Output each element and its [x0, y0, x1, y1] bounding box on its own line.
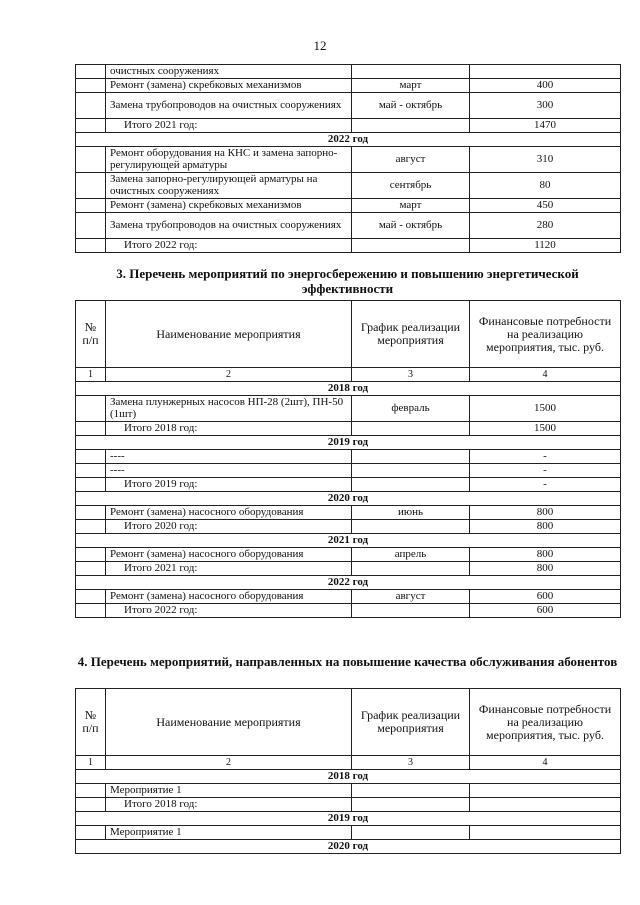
cell-number	[76, 213, 106, 239]
total-label: Итого 2019 год:	[106, 478, 352, 492]
cell-number	[76, 548, 106, 562]
cell-schedule: июнь	[352, 506, 470, 520]
header-name: Наименование мероприятия	[106, 689, 352, 756]
table-row	[76, 548, 621, 562]
section4-title: 4. Перечень мероприятий, направленных на повышение качества обслуживания абонентов	[77, 654, 618, 669]
cell-number	[76, 590, 106, 604]
cell-cost	[470, 784, 621, 798]
cell-name: Ремонт (замена) скребковых механизмов	[106, 79, 352, 93]
table-row	[76, 147, 621, 173]
table-row	[76, 199, 621, 213]
column-number: 1	[76, 756, 106, 770]
total-row	[76, 604, 621, 618]
cell-schedule	[352, 604, 470, 618]
cell-schedule: май - октябрь	[352, 93, 470, 119]
column-number: 1	[76, 368, 106, 382]
table-section3	[75, 300, 621, 618]
header-cost: Финансовые потребности на реализацию мероприятия, тыс. руб.	[470, 301, 621, 368]
cell-cost: 300	[470, 93, 621, 119]
cell-cost: -	[470, 450, 621, 464]
cell-schedule	[352, 119, 470, 133]
cell-cost	[470, 826, 621, 840]
cell-number	[76, 239, 106, 253]
total-row	[76, 798, 621, 812]
cell-cost: 400	[470, 79, 621, 93]
table-row	[76, 464, 621, 478]
total-label: Итого 2018 год:	[106, 798, 352, 812]
cell-name: ----	[106, 464, 352, 478]
column-number: 2	[106, 368, 352, 382]
cell-schedule	[352, 450, 470, 464]
cell-schedule	[352, 422, 470, 436]
cell-cost: 800	[470, 562, 621, 576]
cell-number	[76, 478, 106, 492]
total-label: Итого 2021 год:	[106, 119, 352, 133]
cell-cost: 800	[470, 520, 621, 534]
cell-cost: 1500	[470, 422, 621, 436]
cell-schedule: май - октябрь	[352, 213, 470, 239]
total-label: Итого 2021 год:	[106, 562, 352, 576]
page-number: 12	[313, 38, 327, 53]
cell-number	[76, 562, 106, 576]
cell-schedule	[352, 520, 470, 534]
year-label: 2018 год	[76, 770, 621, 784]
cell-cost: 1470	[470, 119, 621, 133]
cell-cost: 600	[470, 604, 621, 618]
cell-cost: 600	[470, 590, 621, 604]
cell-schedule	[352, 464, 470, 478]
year-row	[76, 436, 621, 450]
column-number: 3	[352, 368, 470, 382]
year-label: 2020 год	[76, 840, 621, 854]
table-row	[76, 506, 621, 520]
table-row	[76, 79, 621, 93]
table-row	[76, 826, 621, 840]
table-section4	[75, 688, 621, 854]
cell-schedule	[352, 798, 470, 812]
total-row	[76, 520, 621, 534]
cell-schedule: сентябрь	[352, 173, 470, 199]
cell-number	[76, 506, 106, 520]
cell-number	[76, 784, 106, 798]
total-row	[76, 119, 621, 133]
table-row	[76, 93, 621, 119]
cell-cost: 1500	[470, 396, 621, 422]
year-label: 2019 год	[76, 436, 621, 450]
table-row	[76, 590, 621, 604]
cell-number	[76, 464, 106, 478]
header-cost: Финансовые потребности на реализацию мероприятия, тыс. руб.	[470, 689, 621, 756]
cell-name: Ремонт (замена) скребковых механизмов	[106, 199, 352, 213]
cell-cost: -	[470, 464, 621, 478]
cell-number	[76, 199, 106, 213]
year-row	[76, 492, 621, 506]
column-number: 2	[106, 756, 352, 770]
table-row	[76, 65, 621, 79]
cell-name: Мероприятие 1	[106, 826, 352, 840]
header-name: Наименование мероприятия	[106, 301, 352, 368]
column-number-row	[76, 756, 621, 770]
year-row	[76, 576, 621, 590]
cell-schedule: март	[352, 199, 470, 213]
table-header-row	[76, 689, 621, 756]
column-number: 4	[470, 756, 621, 770]
year-row	[76, 812, 621, 826]
cell-cost: 80	[470, 173, 621, 199]
total-label: Итого 2022 год:	[106, 604, 352, 618]
cell-name: ----	[106, 450, 352, 464]
cell-name: Ремонт (замена) насосного оборудования	[106, 590, 352, 604]
cell-name: Ремонт (замена) насосного оборудования	[106, 506, 352, 520]
total-row	[76, 239, 621, 253]
cell-schedule	[352, 562, 470, 576]
year-label: 2022 год	[76, 133, 621, 147]
column-number: 4	[470, 368, 621, 382]
table-row	[76, 784, 621, 798]
cell-number	[76, 826, 106, 840]
header-number: № п/п	[76, 301, 106, 368]
section3-title: 3. Перечень мероприятий по энергосбережению и повышению энергетической эффективности	[116, 266, 579, 296]
cell-name: Ремонт оборудования на КНС и замена запорно-регулирующей арматуры	[106, 147, 352, 173]
cell-number	[76, 147, 106, 173]
year-label: 2018 год	[76, 382, 621, 396]
cell-number	[76, 79, 106, 93]
cell-cost	[470, 65, 621, 79]
header-number: № п/п	[76, 689, 106, 756]
cell-name: Замена трубопроводов на очистных сооружениях	[106, 213, 352, 239]
header-schedule: График реализации мероприятия	[352, 689, 470, 756]
year-row	[76, 133, 621, 147]
cell-number	[76, 520, 106, 534]
cell-cost: 450	[470, 199, 621, 213]
cell-name: Замена трубопроводов на очистных сооружениях	[106, 93, 352, 119]
cell-schedule	[352, 478, 470, 492]
cell-schedule	[352, 826, 470, 840]
total-label: Итого 2022 год:	[106, 239, 352, 253]
total-row	[76, 562, 621, 576]
cell-schedule	[352, 784, 470, 798]
cell-number	[76, 93, 106, 119]
cell-cost: 310	[470, 147, 621, 173]
cell-schedule: апрель	[352, 548, 470, 562]
cell-cost: 280	[470, 213, 621, 239]
year-label: 2020 год	[76, 492, 621, 506]
table-row	[76, 213, 621, 239]
cell-number	[76, 396, 106, 422]
cell-name: Ремонт (замена) насосного оборудования	[106, 548, 352, 562]
cell-number	[76, 422, 106, 436]
total-label: Итого 2018 год:	[106, 422, 352, 436]
cell-name: Замена запорно-регулирующей арматуры на очистных сооружениях	[106, 173, 352, 199]
year-label: 2021 год	[76, 534, 621, 548]
cell-name: Замена плунжерных насосов НП-28 (2шт), ПН-50 (1шт)	[106, 396, 352, 422]
cell-schedule: август	[352, 590, 470, 604]
cell-number	[76, 798, 106, 812]
year-label: 2022 год	[76, 576, 621, 590]
table-row	[76, 450, 621, 464]
column-number-row	[76, 368, 621, 382]
cell-name: Мероприятие 1	[106, 784, 352, 798]
table-top	[75, 64, 621, 253]
cell-number	[76, 450, 106, 464]
cell-schedule	[352, 239, 470, 253]
table-row	[76, 173, 621, 199]
cell-schedule	[352, 65, 470, 79]
cell-schedule: август	[352, 147, 470, 173]
cell-number	[76, 65, 106, 79]
cell-schedule: февраль	[352, 396, 470, 422]
cell-number	[76, 119, 106, 133]
cell-schedule: март	[352, 79, 470, 93]
column-number: 3	[352, 756, 470, 770]
cell-cost: 800	[470, 548, 621, 562]
cell-cost: 800	[470, 506, 621, 520]
cell-cost: 1120	[470, 239, 621, 253]
table-header-row	[76, 301, 621, 368]
table-row	[76, 396, 621, 422]
year-label: 2019 год	[76, 812, 621, 826]
header-schedule: График реализации мероприятия	[352, 301, 470, 368]
total-label: Итого 2020 год:	[106, 520, 352, 534]
year-row	[76, 534, 621, 548]
cell-name: очистных сооружениях	[106, 65, 352, 79]
year-row	[76, 840, 621, 854]
cell-cost	[470, 798, 621, 812]
total-row	[76, 478, 621, 492]
total-row	[76, 422, 621, 436]
year-row	[76, 770, 621, 784]
year-row	[76, 382, 621, 396]
cell-number	[76, 604, 106, 618]
cell-cost: -	[470, 478, 621, 492]
cell-number	[76, 173, 106, 199]
